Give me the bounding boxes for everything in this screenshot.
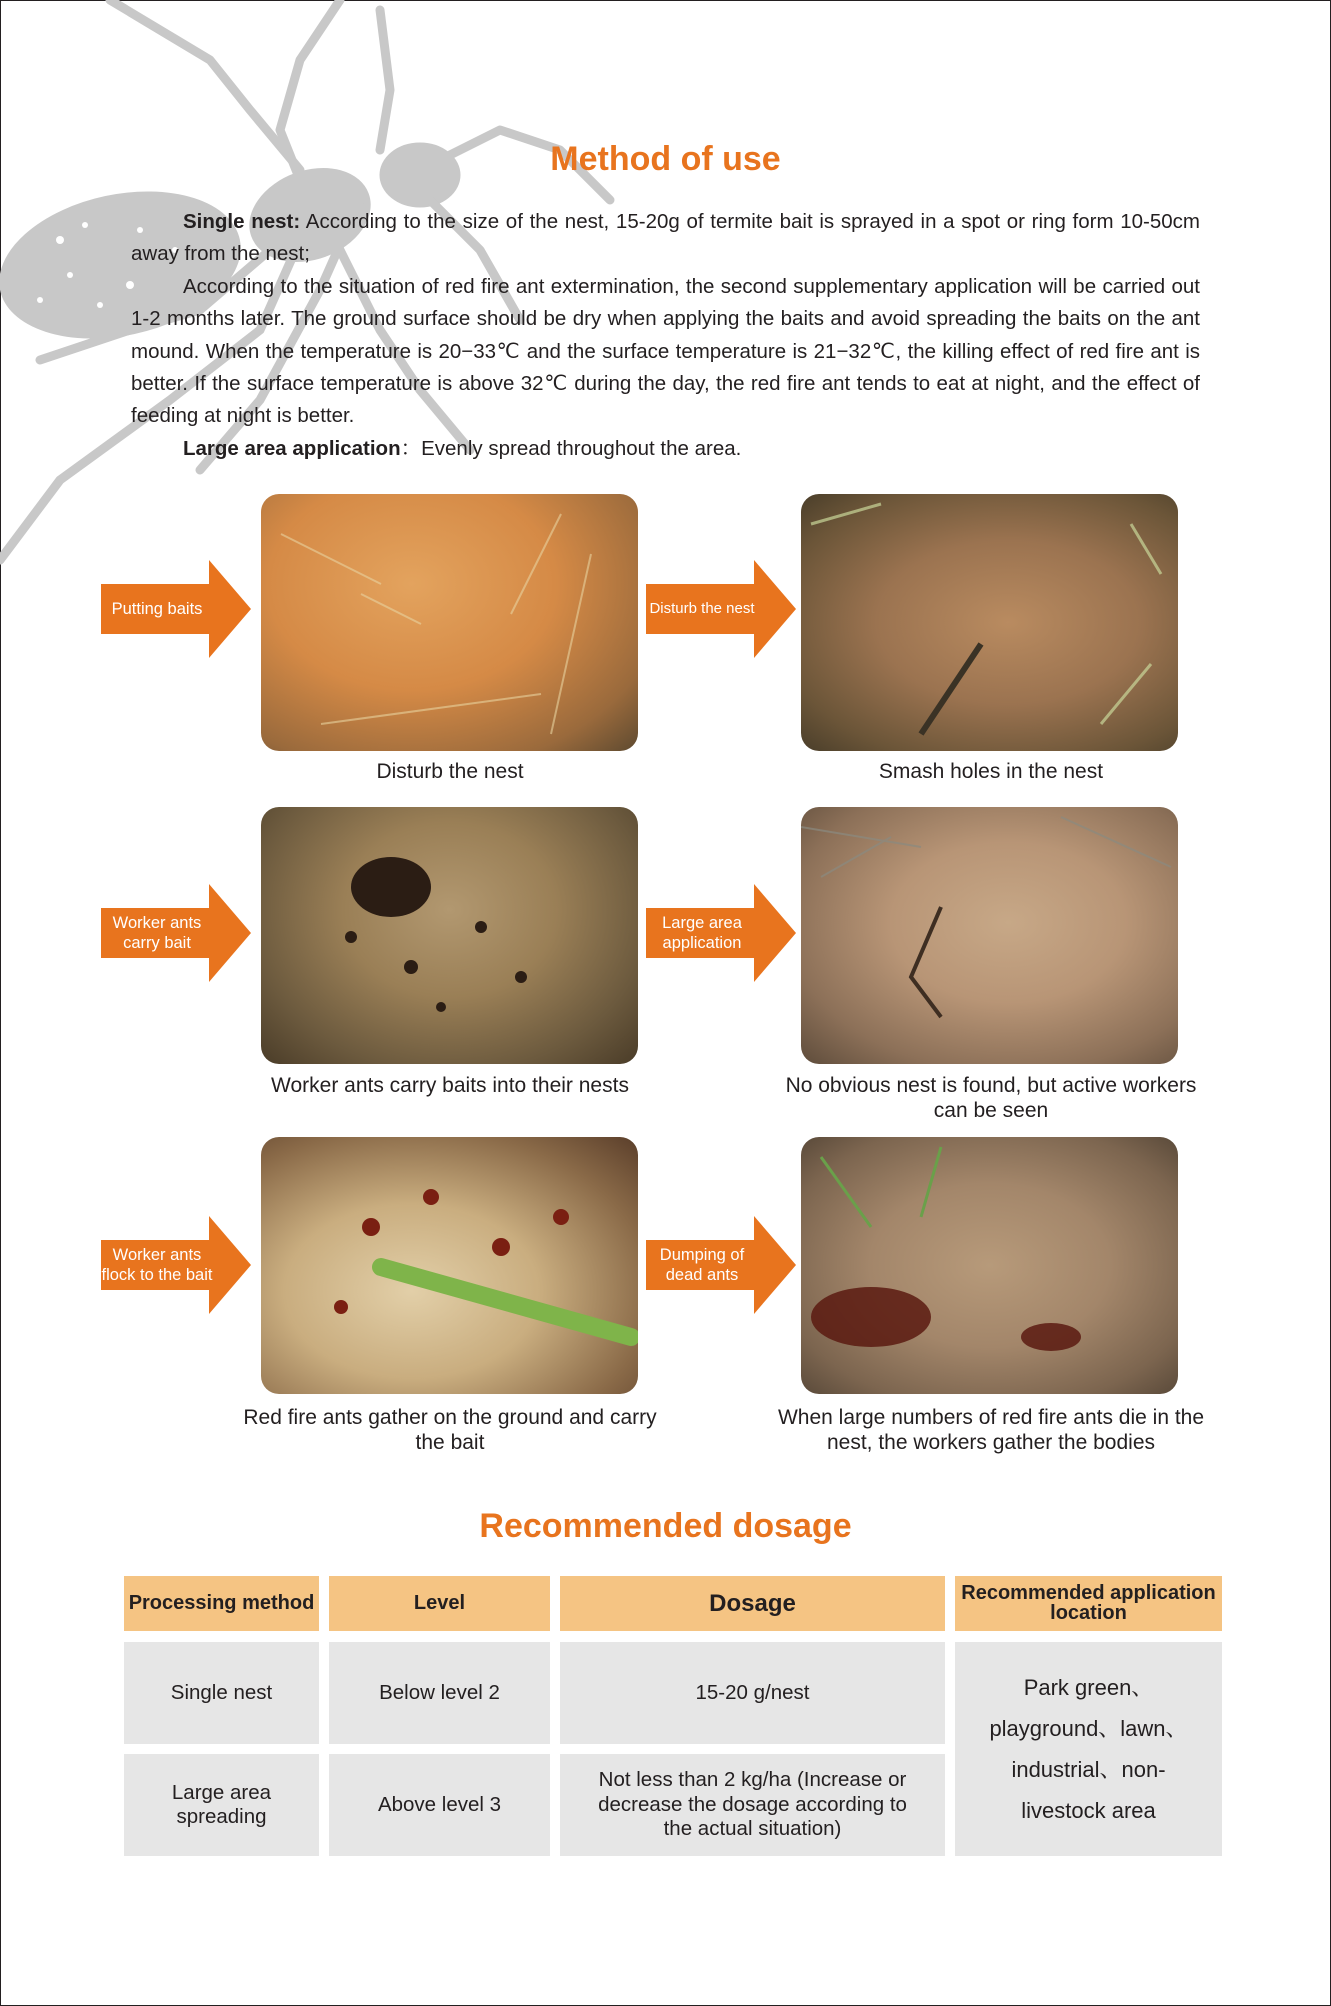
step-caption: Disturb the nest <box>376 760 524 783</box>
table-cell-location: Park green、playground、lawn、industrial、non-livestock area <box>955 1642 1222 1856</box>
step-arrow-label: Putting baits <box>111 600 203 618</box>
nest-photo <box>801 494 1178 751</box>
large-area-text: ：Evenly spread throughout the area. <box>400 436 742 460</box>
nest-photo <box>261 1137 638 1394</box>
nest-photo <box>801 1137 1178 1394</box>
step-arrow <box>646 884 796 982</box>
step-caption: Red fire ants gather on the ground and carry the bait <box>243 1406 657 1454</box>
large-area-label: Large area application <box>183 436 401 460</box>
nest-photo <box>801 807 1178 1064</box>
table-cell-dosage: 15-20 g/nest <box>560 1642 945 1744</box>
step-caption: When large numbers of red fire ants die in the nest, the workers gather the bodies <box>777 1406 1205 1454</box>
table-cell-method: Single nest <box>124 1642 319 1744</box>
step-arrow <box>101 1216 251 1314</box>
single-nest-label: Single nest: <box>183 210 301 233</box>
step-arrow-label: Large area application <box>662 914 742 952</box>
supplement-paragraph: According to the situation of red fire ant extermination, the second supplementary application will be carried out 1-2 months later. The ground surface should be dry when applying the baits and avoid spreading the baits on the ant mound. When the temperature is 20−33℃ and the surface temperature is 21−32℃, the killing effect of red fire ant is better. If the surface temperature is above 32℃ during the day, the red fire ant tends to eat at night, and the effect of feeding at night is better. <box>131 274 1200 428</box>
table-header: Dosage <box>560 1576 945 1631</box>
method-title: Method of use <box>550 140 781 178</box>
single-nest-text: According to the size of the nest, 15-20g of termite bait is sprayed in a spot or ring form 10-50cm away from the nest; <box>131 210 1201 266</box>
dosage-title: Recommended dosage <box>479 1507 852 1545</box>
step-caption: No obvious nest is found, but active workers can be seen <box>785 1074 1197 1122</box>
step-arrow <box>101 884 251 982</box>
table-cell-level: Below level 2 <box>329 1642 550 1744</box>
step-arrow <box>646 560 796 658</box>
step-caption: Worker ants carry baits into their nests <box>271 1074 629 1097</box>
table-header: Level <box>329 1576 550 1631</box>
step-arrow-label: Dumping of dead ants <box>659 1246 745 1284</box>
step-arrow-label: Worker ants flock to the bait <box>101 1246 213 1284</box>
single-nest-paragraph <box>131 206 1200 271</box>
table-cell-dosage: Not less than 2 kg/ha (Increase or decrease the dosage according to the actual situation) <box>560 1754 945 1856</box>
step-arrow <box>646 1216 796 1314</box>
table-cell-level: Above level 3 <box>329 1754 550 1856</box>
nest-photo <box>261 807 638 1064</box>
large-area-paragraph <box>131 433 1200 465</box>
method-description <box>131 206 1200 465</box>
table-cell-method: Large area spreading <box>124 1754 319 1856</box>
table-header: Recommended application location <box>955 1576 1222 1631</box>
nest-photo <box>261 494 638 751</box>
step-arrow <box>101 560 251 658</box>
step-arrow-label: Disturb the nest <box>649 600 755 617</box>
step-caption: Smash holes in the nest <box>878 760 1104 783</box>
table-header: Processing method <box>124 1576 319 1631</box>
step-arrow-label: Worker ants carry bait <box>112 914 202 952</box>
